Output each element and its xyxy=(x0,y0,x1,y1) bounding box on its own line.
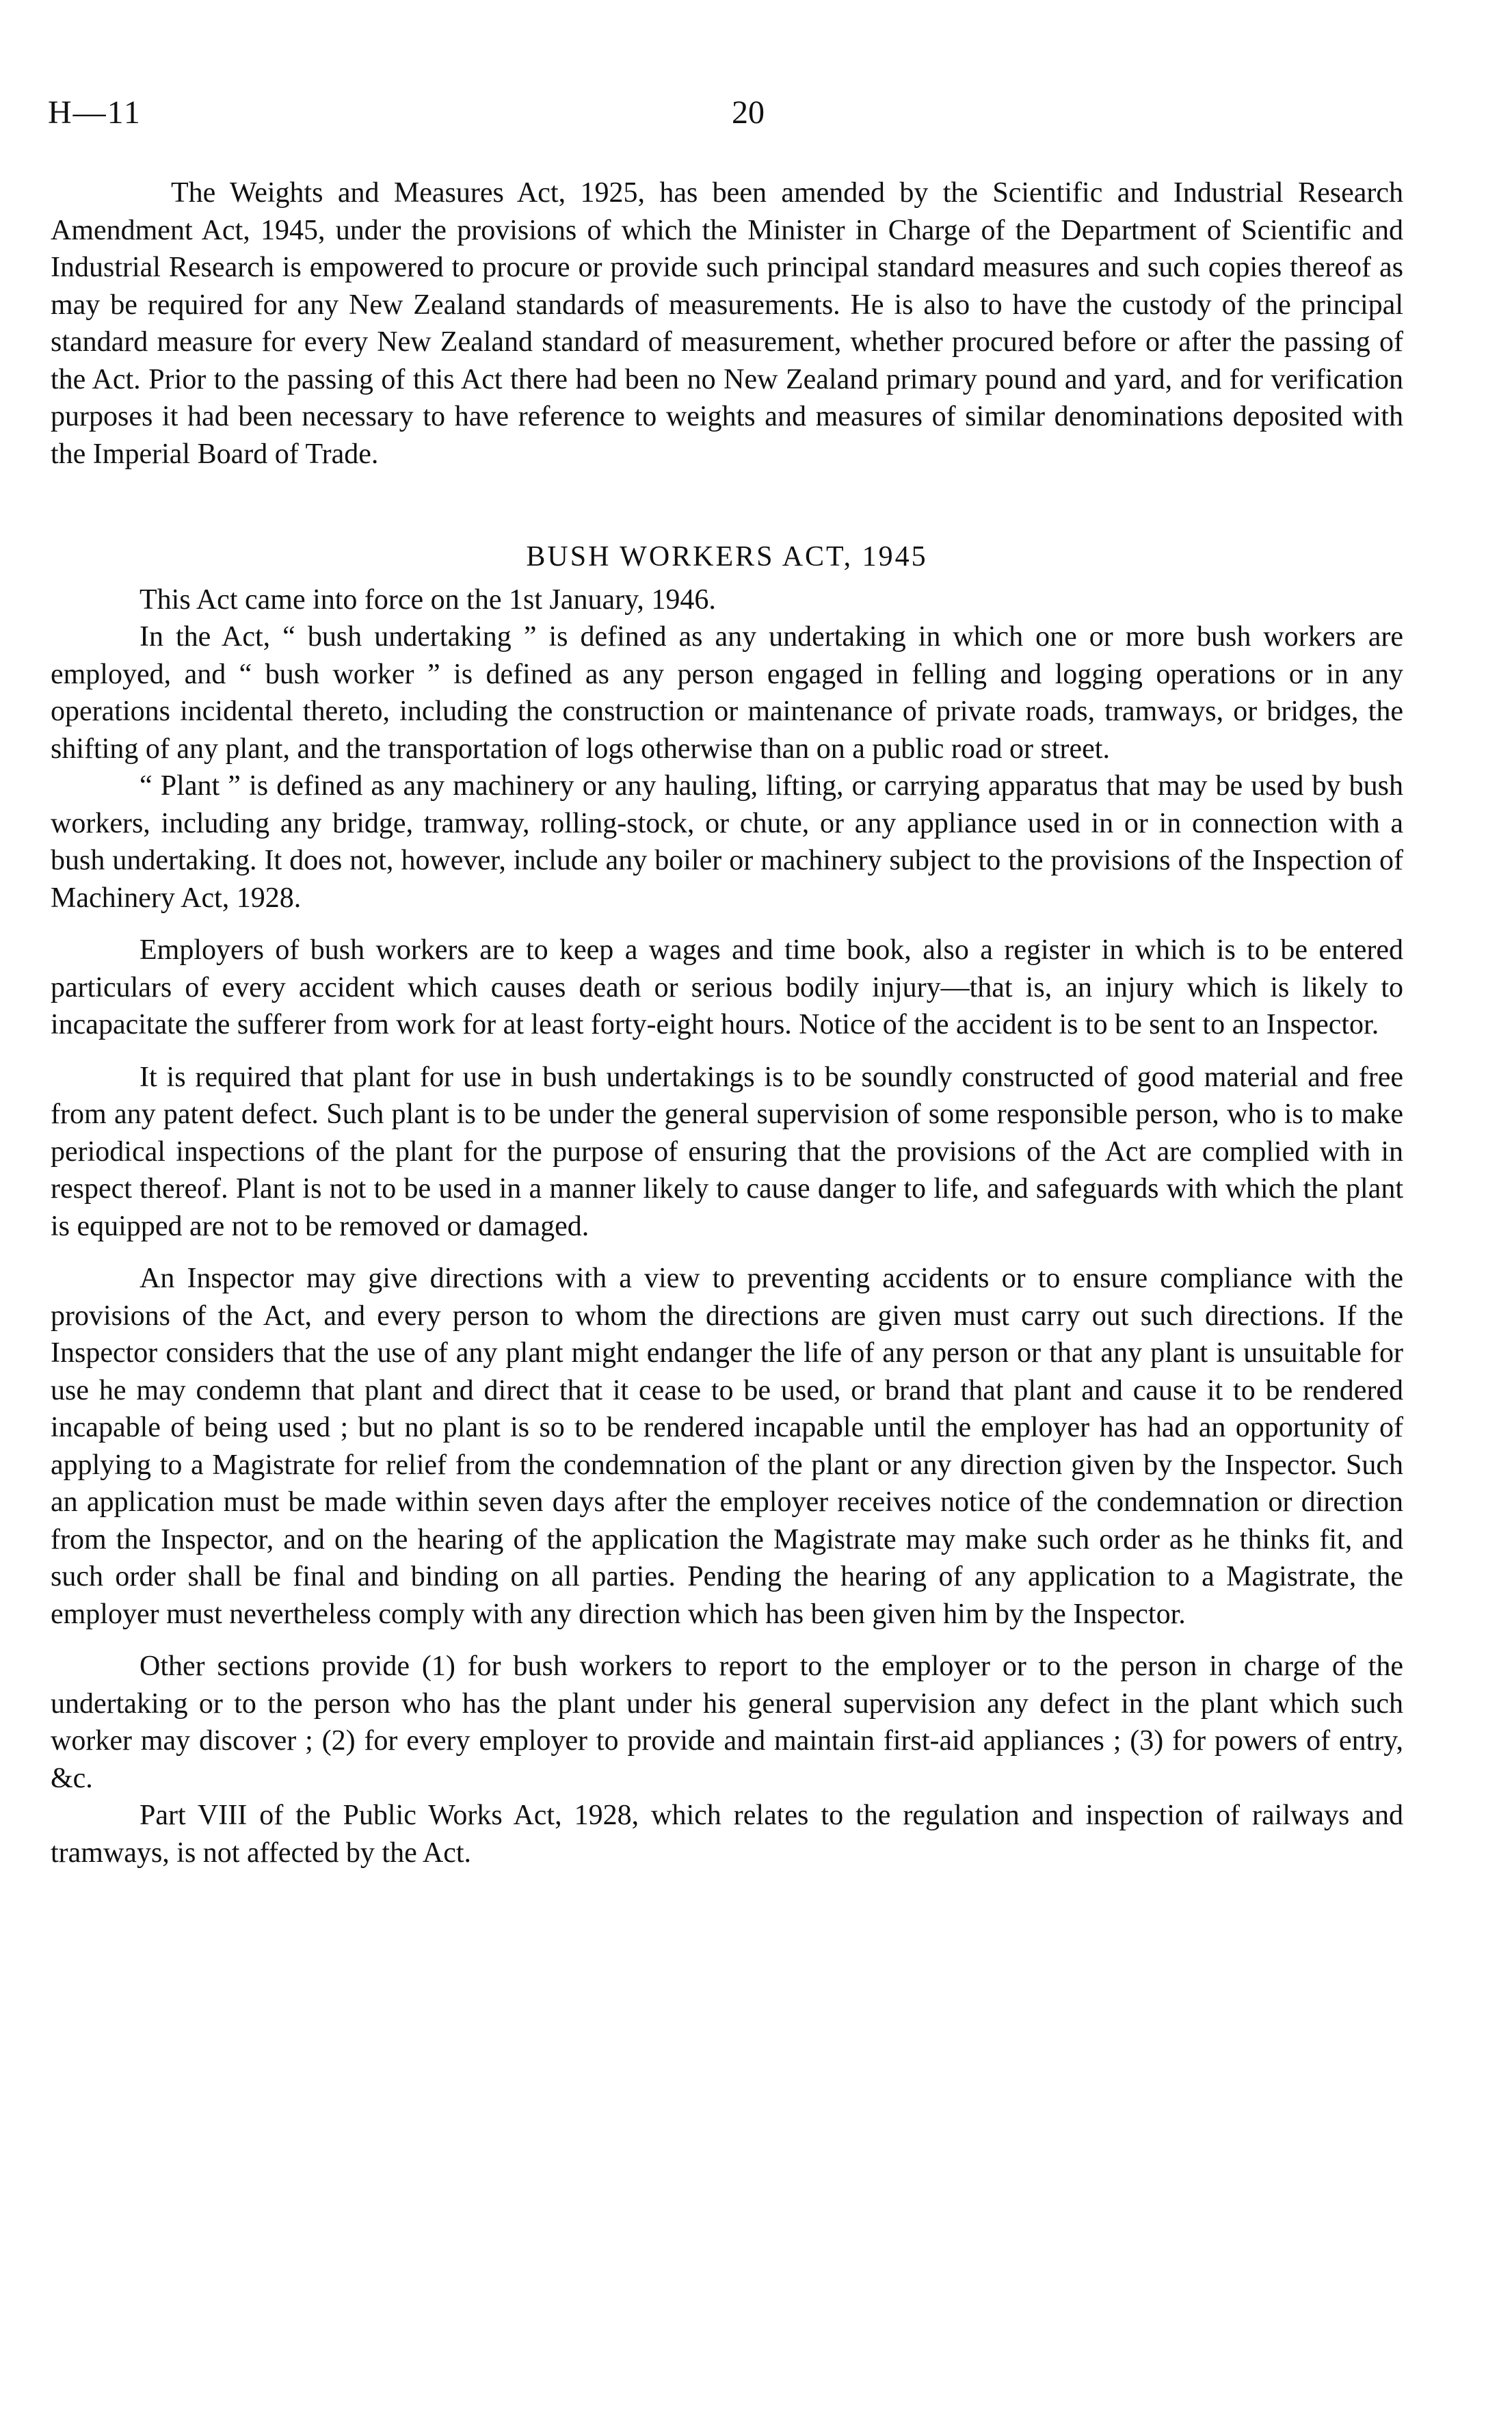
document-body xyxy=(51,174,1403,1871)
intro-paragraph: The Weights and Measures Act, 1925, has been amended by the Scientific and Industrial Research Amendment Act, 1945, under the provisions of which the Minister in Charge of the Department of Scientific and Industrial Research is empowered to procure or provide such principal standard measures and such copies thereof as may be required for any New Zealand standards of measurements. He is also to have the custody of the principal standard measure for every New Zealand standard of measurement, whether procured before or after the passing of the Act. Prior to the passing of this Act there had been no New Zealand primary pound and yard, and for verification purposes it had been necessary to have reference to weights and measures of similar denominations deposited with the Imperial Board of Trade. xyxy=(51,177,1403,470)
section-paragraph-8: Part VIII of the Public Works Act, 1928, which relates to the regulation and inspection of railways and tramways, is not affected by the Act. xyxy=(51,1800,1403,1869)
section-paragraph-2: In the Act, “ bush undertaking ” is defined as any undertaking in which one or more bush workers are employed, and “ bush worker ” is defined as any person engaged in felling and logging operations or in any operations incidental thereto, including the construction or maintenance of private roads, tramways, or bridges, the shifting of any plant, and the transportation of logs otherwise than on a public road or street. xyxy=(51,621,1403,765)
section-paragraph-5: It is required that plant for use in bush undertakings is to be soundly constructed of good material and free from any patent defect. Such plant is to be under the general supervision of some responsible person, who is to make periodical inspections of the plant for the purpose of ensuring that the provisions of the Act are complied with in respect thereof. Plant is not to be used in a manner likely to cause danger to life, and safeguards with which the plant is equipped are not to be removed or damaged. xyxy=(51,1061,1403,1242)
section-paragraph-7: Other sections provide (1) for bush workers to report to the employer or to the person in charge of the undertaking or to the person who has the plant under his general supervision any defect in the plant which such worker may discover ; (2) for every employer to provide and maintain first-aid appliances ; (3) for powers of entry, &c. xyxy=(51,1651,1403,1794)
section-heading: BUSH WORKERS ACT, 1945 xyxy=(526,541,928,573)
section-paragraph-3: “ Plant ” is defined as any machinery or any hauling, lifting, or carrying apparatus that may be used by bush workers, including any bridge, tramway, rolling-stock, or chute, or any appliance used in or in connection with a bush undertaking. It does not, however, include any boiler or machinery subject to the provisions of the Inspection of Machinery Act, 1928. xyxy=(51,770,1403,914)
page-number: 20 xyxy=(732,94,765,131)
page-header xyxy=(48,89,1402,137)
document-reference: H—11 xyxy=(48,94,142,131)
section-paragraph-6: An Inspector may give directions with a view to preventing accidents or to ensure compliance with the provisions of the Act, and every person to whom the directions are given must carry out such directions. If the Inspector considers that the use of any plant might endanger the life of any person or that any plant is unsuitable for use he may condemn that plant and direct that it cease to be used, or brand that plant and cause it to be rendered incapable of being used ; but no plant is so to be rendered incapable until the employer has had an opportunity of applying to a Magistrate for relief from the condemnation of the plant or any direction given by the Inspector. Such an application must be made within seven days after the employer receives notice of the condemnation or direction from the Inspector, and on the hearing of the application the Magistrate may make such order as he thinks fit, and such order shall be final and binding on all parties. Pending the hearing of any application to a Magistrate, the employer must nevertheless comply with any direction which has been given him by the Inspector. xyxy=(51,1263,1403,1630)
section-paragraph-1: This Act came into force on the 1st January, 1946. xyxy=(140,583,716,616)
section-paragraph-4: Employers of bush workers are to keep a wages and time book, also a register in which is to be entered particulars of every accident which causes death or serious bodily injury—that is, an injury which is likely to incapacitate the sufferer from work for at least forty-eight hours. Notice of the accident is to be sent to an Inspector. xyxy=(51,934,1403,1040)
